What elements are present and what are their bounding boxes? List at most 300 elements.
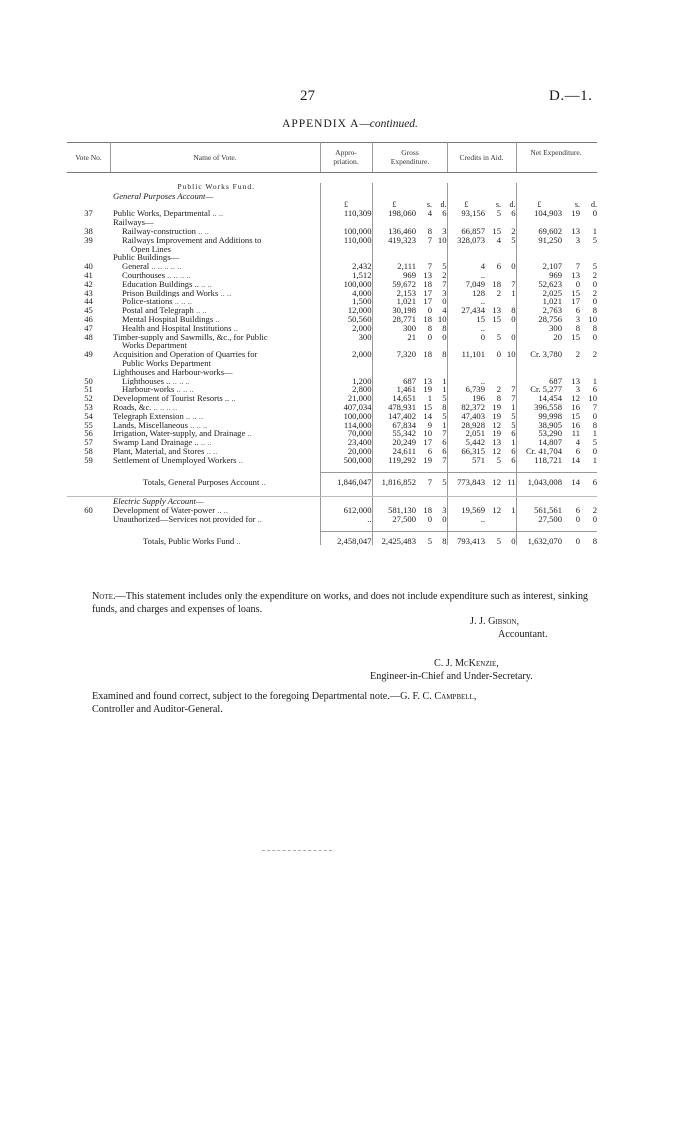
cred-pounds-cell: 328,073: [457, 235, 485, 245]
gross-shillings-cell: 19: [423, 385, 432, 395]
cred-pounds-cell: 82,372: [461, 402, 485, 412]
net-shillings-cell: [562, 245, 580, 254]
cred-pence-cell: [501, 465, 516, 473]
table-row: [67, 183, 597, 192]
vote-name-cell: [110, 227, 320, 236]
cred-shillings-cell: s.: [495, 200, 501, 209]
net-shillings-cell: 13: [571, 270, 580, 280]
cred-shillings-cell: 19: [492, 429, 501, 439]
net-pounds-cell: [516, 218, 562, 227]
net-shillings-cell: 13: [571, 226, 580, 236]
gross-shillings-cell: 18: [423, 314, 432, 324]
cred-pounds-cell: 27,434: [461, 306, 485, 315]
vote-number-cell: [67, 497, 110, 506]
gross-shillings-cell: 0: [427, 514, 432, 524]
appendix-title-continued: —continued.: [359, 118, 418, 130]
cred-pence-cell: [501, 324, 516, 333]
gross-pounds-cell: 147,402: [388, 411, 416, 421]
header-name: Name of Vote.: [193, 153, 237, 162]
cred-pence-cell: [501, 218, 516, 227]
cred-shillings-cell: 12: [492, 446, 501, 456]
net-pence-cell: 0: [592, 279, 597, 289]
cred-pence-cell: 0: [501, 333, 516, 342]
net-pounds-cell: 300: [549, 323, 562, 333]
gross-pence-cell: [432, 253, 447, 262]
net-pounds-cell: 104,903: [534, 209, 562, 219]
cred-shillings-cell: [485, 245, 501, 254]
net-shillings-cell: 13: [571, 376, 580, 386]
net-pence-cell: [580, 218, 597, 227]
vote-number-cell: 45: [84, 306, 93, 315]
appropriation-cell: 70,000: [320, 429, 372, 438]
cred-pounds-cell: 47,403: [461, 411, 485, 421]
vote-name-text: Development of Water-power: [113, 505, 216, 515]
gross-shillings-cell: [416, 245, 432, 254]
appropriation-cell: [320, 218, 372, 227]
table-row: [67, 506, 597, 515]
gross-shillings-cell: 6: [427, 446, 432, 456]
cred-shillings-cell: 19: [492, 411, 501, 421]
vote-name-text: Education Buildings ..: [122, 279, 199, 289]
vote-name-cell: [110, 385, 320, 394]
header-sep-3: [372, 142, 373, 172]
gross-shillings-cell: 1: [427, 394, 432, 403]
net-shillings-cell: 3: [575, 235, 580, 245]
appropriation-cell: [320, 523, 372, 531]
appropriation-cell: [320, 487, 372, 497]
cred-shillings-cell: [485, 253, 501, 262]
appropriation-cell: [320, 245, 372, 254]
net-pence-cell: 5: [592, 235, 597, 245]
net-pounds-cell: [516, 341, 562, 350]
vote-number-cell: [67, 341, 110, 350]
appropriation-cell: 1,846,047: [320, 473, 372, 487]
signature-gibson-name: J. J. Gibson,: [470, 616, 520, 627]
cred-shillings-cell: 4: [496, 235, 501, 245]
gross-shillings-cell: [416, 359, 432, 368]
net-pounds-cell: 52,623: [538, 279, 562, 289]
gross-pounds-cell: 1,461: [396, 385, 416, 395]
gross-pounds-cell: [372, 183, 416, 192]
cred-pence-cell: [501, 183, 516, 192]
leader-dots: ..: [234, 535, 241, 546]
cred-pounds-cell: [447, 192, 485, 201]
gross-shillings-cell: 17: [423, 288, 432, 298]
cred-shillings-cell: [485, 192, 501, 201]
gross-shillings-cell: 7: [427, 262, 432, 271]
net-pounds-cell: [516, 368, 562, 377]
net-pounds-cell: 561,561: [534, 505, 562, 515]
note-text: —This statement includes only the expenditure on works, and does not include expenditure such as interest, sinking funds, and charges and expenses of loans.: [92, 591, 589, 615]
cred-shillings-cell: [485, 183, 501, 192]
leader-dots: .. ..: [204, 446, 218, 456]
examined-title-line: [92, 703, 392, 716]
cred-pounds-cell: 28,928: [461, 420, 485, 430]
header-credits: Credits in Aid.: [459, 153, 504, 162]
gross-shillings-cell: [416, 465, 432, 473]
cred-shillings-cell: 5: [496, 332, 501, 342]
cred-shillings-cell: [485, 377, 501, 386]
gross-shillings-cell: 10: [423, 429, 432, 439]
net-pence-cell: 1: [592, 226, 597, 236]
gross-shillings-cell: 14: [423, 411, 432, 421]
vote-name-text: Courthouses: [122, 270, 165, 280]
vote-name-text: Public Buildings—: [113, 253, 180, 263]
net-pounds-cell: Cr. 5,277: [530, 385, 562, 395]
table-row: [67, 403, 597, 412]
vote-name-cell: [110, 209, 320, 218]
vote-name-cell: [110, 341, 320, 350]
gross-pence-cell: [432, 368, 447, 377]
net-pence-cell: 1: [592, 376, 597, 386]
signature-gibson-title: Accountant.: [498, 629, 548, 640]
net-shillings-cell: 15: [571, 288, 580, 298]
leader-dots: ..: [259, 476, 266, 487]
cred-shillings-cell: [485, 487, 501, 497]
gross-pence-cell: 0: [432, 333, 447, 342]
leader-dots: .. .. .. ..: [151, 402, 178, 412]
net-pence-cell: 0: [592, 209, 597, 219]
cred-shillings-cell: 13: [492, 438, 501, 447]
gross-pence-cell: [432, 192, 447, 201]
gross-pounds-cell: 478,931: [388, 402, 416, 412]
appropriation-cell: 12,000: [320, 306, 372, 315]
cred-shillings-cell: [485, 324, 501, 333]
net-pounds-cell: 687: [549, 376, 562, 386]
gross-shillings-cell: 5: [416, 531, 432, 545]
vote-name-cell: [110, 368, 320, 377]
cred-shillings-cell: 15: [492, 226, 501, 236]
header-sep-2: [320, 142, 321, 172]
net-pence-cell: 8: [580, 531, 597, 545]
cred-pounds-cell: [447, 218, 485, 227]
net-pence-cell: [580, 487, 597, 497]
vote-number-cell: [67, 515, 110, 524]
vote-number-cell: 56: [84, 429, 93, 439]
vote-name-text: Postal and Telegraph: [122, 306, 194, 315]
cred-pounds-cell: ..: [480, 297, 485, 307]
cred-pence-cell: [501, 253, 516, 262]
cred-pounds-cell: 0: [480, 332, 485, 342]
gross-pence-cell: 3: [432, 227, 447, 236]
appropriation-cell: 100,000: [320, 280, 372, 289]
cred-shillings-cell: 0: [496, 350, 501, 359]
gross-pounds-cell: 419,323: [388, 235, 416, 245]
vote-number-cell: [67, 183, 110, 192]
leader-dots: ..: [245, 429, 252, 439]
vote-name-cell: [110, 333, 320, 342]
gross-pence-cell: 1: [432, 421, 447, 430]
signature-mckenzie-title: Engineer-in-Chief and Under-Secretary.: [370, 671, 533, 682]
table-row: [67, 497, 597, 506]
appropriation-cell: [320, 368, 372, 377]
gross-shillings-cell: 17: [423, 297, 432, 307]
table-row: [67, 429, 597, 438]
gross-pounds-cell: [372, 218, 416, 227]
net-shillings-cell: 7: [575, 262, 580, 271]
gross-pounds-cell: 1,021: [396, 297, 416, 307]
vote-name-cell: [110, 183, 320, 192]
net-pounds-cell: 20: [553, 332, 562, 342]
vote-name-cell: [110, 515, 320, 524]
vote-name-text: Swamp Land Drainage ..: [113, 438, 199, 447]
cred-pence-cell: 0: [501, 315, 516, 324]
net-pence-cell: 0: [592, 446, 597, 456]
cred-pence-cell: 1: [501, 403, 516, 412]
table-row: [67, 245, 597, 254]
header-sep-5: [516, 142, 517, 172]
net-shillings-cell: 17: [571, 297, 580, 307]
vote-number-cell: [67, 359, 110, 368]
table-row: [67, 447, 597, 456]
vote-name-cell: [110, 531, 320, 545]
gross-pence-cell: 10: [432, 236, 447, 245]
gross-pence-cell: [432, 497, 447, 506]
table-row: [67, 324, 597, 333]
net-shillings-cell: 6: [575, 306, 580, 315]
cred-pence-cell: [501, 497, 516, 506]
table-row: [67, 456, 597, 465]
appropriation-cell: 407,034: [320, 403, 372, 412]
net-shillings-cell: 4: [575, 438, 580, 447]
net-pence-cell: 6: [592, 385, 597, 395]
gross-pence-cell: 0: [432, 297, 447, 306]
vote-number-cell: 55: [84, 420, 93, 430]
table-row: [67, 385, 597, 394]
gross-pounds-cell: 198,060: [388, 209, 416, 219]
net-pounds-cell: 53,290: [538, 429, 562, 439]
leader-dots: .. .. .. ..: [164, 270, 191, 280]
gross-pounds-cell: [372, 253, 416, 262]
vote-name-text: Acquisition and Operation of Quarries for: [113, 350, 258, 359]
gross-shillings-cell: [416, 341, 432, 350]
cred-pence-cell: 6: [501, 429, 516, 438]
gross-pence-cell: 3: [432, 289, 447, 298]
table-row: [67, 253, 597, 262]
table-row: [67, 218, 597, 227]
table-row: [67, 377, 597, 386]
net-pence-cell: [580, 341, 597, 350]
vote-number-cell: 39: [84, 235, 93, 245]
cred-pence-cell: 0: [501, 262, 516, 271]
table-row: [67, 333, 597, 342]
net-pence-cell: 0: [592, 411, 597, 421]
cred-pounds-cell: [447, 497, 485, 506]
table-row: [67, 236, 597, 245]
cred-shillings-cell: [485, 368, 501, 377]
net-pence-cell: 5: [592, 438, 597, 447]
cred-pounds-cell: 93,156: [461, 209, 485, 219]
vote-number-cell: [67, 523, 110, 531]
cred-pence-cell: [501, 515, 516, 524]
header-appropriation: Appro-priation.: [333, 148, 359, 166]
leader-dots: .. .. ..: [172, 297, 192, 307]
appropriation-cell: 2,000: [320, 350, 372, 359]
net-shillings-cell: [562, 341, 580, 350]
vote-name-text: Public Works Fund.: [177, 183, 255, 191]
net-shillings-cell: 14: [571, 455, 580, 465]
appropriation-cell: 1,200: [320, 377, 372, 386]
cred-pence-cell: 7: [501, 385, 516, 394]
cred-pounds-cell: £: [464, 200, 469, 209]
cred-pounds-cell: 773,843: [447, 473, 485, 487]
appropriation-cell: [320, 253, 372, 262]
cred-shillings-cell: [485, 297, 501, 306]
vote-name-cell: [110, 350, 320, 359]
gross-pounds-cell: 24,611: [392, 446, 416, 456]
table-row: [67, 531, 597, 545]
vote-number-cell: [67, 245, 110, 254]
cred-pence-cell: 8: [501, 306, 516, 315]
net-pounds-cell: 1,043,008: [516, 473, 562, 487]
cred-pence-cell: [501, 341, 516, 350]
appropriation-cell: 21,000: [320, 394, 372, 403]
gross-pounds-cell: [372, 359, 416, 368]
gross-pounds-cell: 136,460: [388, 226, 416, 236]
cred-shillings-cell: [485, 218, 501, 227]
appropriation-cell: 500,000: [320, 456, 372, 465]
leader-dots: ..: [231, 323, 239, 333]
vote-name-text: Police-stations: [122, 297, 173, 307]
cred-shillings-cell: 5: [496, 455, 501, 465]
gross-shillings-cell: 15: [423, 402, 432, 412]
appendix-title-main: APPENDIX A: [282, 118, 360, 130]
gross-shillings-cell: 13: [423, 376, 432, 386]
net-pence-cell: [580, 497, 597, 506]
cred-pounds-cell: ..: [480, 323, 485, 333]
gross-shillings-cell: 18: [423, 505, 432, 515]
gross-pounds-cell: 28,771: [392, 314, 416, 324]
vote-number-cell: 47: [84, 323, 93, 333]
table-row: [67, 359, 597, 368]
net-shillings-cell: 14: [562, 473, 580, 487]
vote-name-text: Lighthouses and Harbour-works—: [113, 367, 233, 377]
gross-pence-cell: 8: [432, 350, 447, 359]
net-pence-cell: 0: [592, 514, 597, 524]
leader-dots: .. .. ..: [174, 385, 194, 395]
gross-pence-cell: [432, 359, 447, 368]
cred-pounds-cell: ..: [480, 514, 485, 524]
vote-name-text: Prison Buildings and Works: [122, 288, 219, 298]
cred-pence-cell: [501, 245, 516, 254]
gross-pounds-cell: 969: [403, 270, 416, 280]
vote-name-cell: [110, 456, 320, 465]
cred-shillings-cell: 5: [485, 531, 501, 545]
table-row: [67, 306, 597, 315]
vote-name-text: Irrigation, Water-supply, and Drainage: [113, 429, 246, 439]
gross-pounds-cell: £: [392, 200, 397, 209]
cred-shillings-cell: [485, 341, 501, 350]
cred-shillings-cell: 5: [496, 209, 501, 219]
gross-pence-cell: 5: [432, 412, 447, 421]
appendix-table: [67, 183, 597, 545]
vote-name-cell: [110, 429, 320, 438]
vote-number-cell: 57: [84, 438, 93, 447]
vote-name-cell: [110, 324, 320, 333]
cred-pence-cell: [501, 368, 516, 377]
net-pence-cell: 0: [592, 297, 597, 307]
gross-shillings-cell: [416, 183, 432, 192]
cred-pounds-cell: [447, 487, 485, 497]
net-pence-cell: [580, 359, 597, 368]
table-row: [67, 209, 597, 218]
cred-shillings-cell: [485, 497, 501, 506]
vote-number-cell: [67, 192, 110, 201]
gross-pounds-cell: [372, 368, 416, 377]
vote-name-text: Public Works Department: [122, 358, 211, 368]
gross-shillings-cell: 9: [427, 420, 432, 430]
cred-shillings-cell: [485, 359, 501, 368]
net-shillings-cell: 0: [575, 279, 580, 289]
appropriation-cell: [320, 192, 372, 201]
cred-pounds-cell: 2,051: [465, 429, 485, 439]
vote-name-text: Totals, Public Works Fund: [143, 535, 235, 546]
net-shillings-cell: [562, 465, 580, 473]
header-top-rule: [67, 142, 597, 143]
vote-name-cell: [110, 377, 320, 386]
vote-name-text: Unauthorized—Services not provided for: [113, 514, 256, 524]
appropriation-cell: 100,000: [320, 227, 372, 236]
cred-pounds-cell: [447, 465, 485, 473]
gross-pence-cell: 7: [432, 280, 447, 289]
vote-name-text: Settlement of Unemployed Workers: [113, 455, 237, 465]
net-shillings-cell: [562, 497, 580, 506]
cred-pounds-cell: [447, 523, 485, 531]
vote-name-text: Works Department: [122, 341, 187, 351]
net-pounds-cell: 38,905: [538, 420, 562, 430]
gross-shillings-cell: 8: [427, 323, 432, 333]
cred-pence-cell: 6: [501, 209, 516, 218]
leader-dots: .. .. ..: [183, 411, 204, 421]
table-row: [67, 523, 597, 531]
vote-number-cell: 50: [84, 376, 93, 386]
vote-number-cell: 44: [84, 297, 93, 307]
gross-pounds-cell: 20,249: [392, 438, 416, 447]
gross-pounds-cell: [372, 341, 416, 350]
vote-number-cell: [67, 473, 110, 487]
gross-shillings-cell: 7: [427, 235, 432, 245]
net-shillings-cell: [562, 487, 580, 497]
net-shillings-cell: 19: [571, 209, 580, 219]
signature-gibson: [470, 615, 580, 628]
vote-name-text: Telegraph Extension: [113, 411, 184, 421]
table-row: [67, 438, 597, 447]
appropriation-cell: ..: [320, 515, 372, 524]
cred-pence-cell: 1: [501, 438, 516, 447]
gross-shillings-cell: 13: [423, 270, 432, 280]
gross-pence-cell: [432, 465, 447, 473]
table-row: [67, 280, 597, 289]
gross-pence-cell: 7: [432, 456, 447, 465]
table-row: [67, 487, 597, 497]
cred-pounds-cell: 793,413: [447, 531, 485, 545]
table-row: [67, 473, 597, 487]
vote-number-cell: [67, 487, 110, 497]
vote-number-cell: 49: [84, 350, 93, 359]
cred-pence-cell: 5: [501, 412, 516, 421]
cred-pounds-cell: 196: [472, 394, 485, 403]
cred-pounds-cell: 571: [472, 455, 485, 465]
net-pounds-cell: 14,807: [538, 438, 562, 447]
net-pounds-cell: 1,021: [542, 297, 562, 307]
net-pounds-cell: 69,602: [538, 226, 562, 236]
gross-pounds-cell: 2,153: [396, 288, 416, 298]
vote-name-cell: [110, 192, 320, 201]
gross-pounds-cell: 30,198: [392, 306, 416, 315]
table-row: [67, 192, 597, 201]
net-pence-cell: d.: [591, 200, 597, 209]
cred-shillings-cell: 13: [492, 306, 501, 315]
